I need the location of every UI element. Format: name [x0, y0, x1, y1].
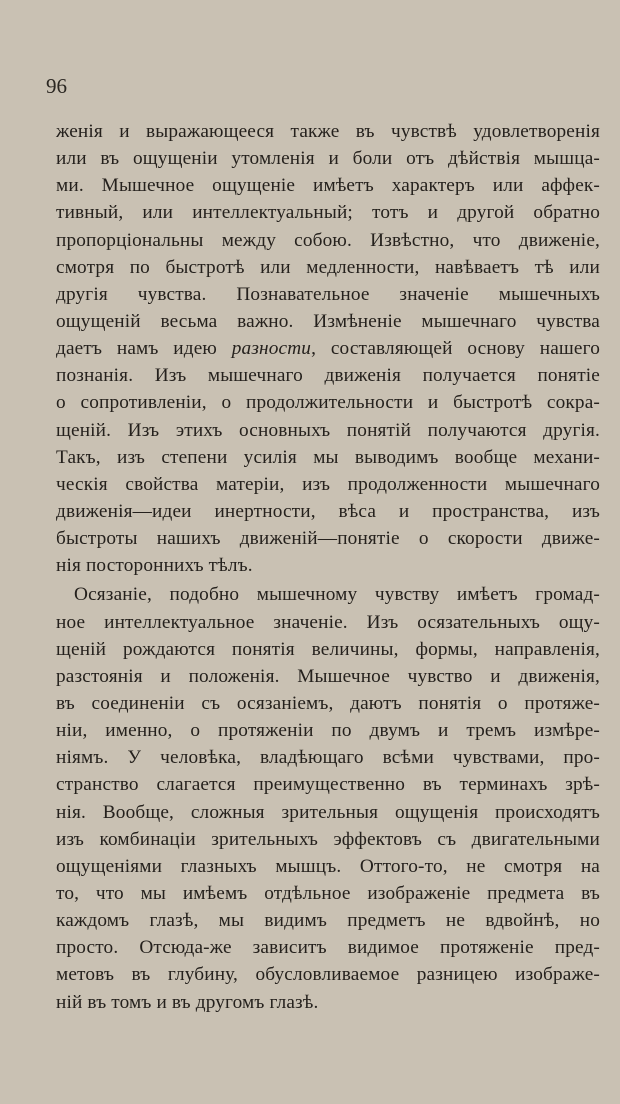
- text-line: женія и выражающееся также въ чувствѣ удовлетворенія: [56, 121, 600, 142]
- page-number: 96: [46, 74, 67, 98]
- text-line: просто. Отсюда-же зависитъ видимое протяженіе пред-: [56, 937, 600, 959]
- text-line: щеній. Изъ этихъ основныхъ понятій получаются другія.: [56, 419, 600, 441]
- text-line: движенія—идеи инертности, вѣса и пространства, изъ: [56, 500, 600, 522]
- text-line: ми. Мышечное ощущеніе имѣетъ характеръ или аффек-: [56, 175, 600, 197]
- text-line: изъ комбинаціи зрительныхъ эффектовъ съ двигательными: [56, 828, 600, 850]
- body-text: [56, 118, 600, 1016]
- text-line: каждомъ глазѣ, мы видимъ предметъ не вдвойнѣ, но: [56, 910, 600, 932]
- text-fragment: , составляющей основу нашего: [311, 338, 600, 360]
- italic-term: разности: [231, 338, 312, 360]
- text-line: [56, 335, 600, 362]
- text-line: нія. Вообще, сложныя зрительныя ощущенія происходятъ: [56, 801, 600, 823]
- text-line: нія постороннихъ тѣлъ.: [56, 555, 253, 577]
- text-line: тивный, или интеллектуальный; тотъ и другой обратно: [56, 202, 600, 224]
- text-line: странство слагается преимущественно въ терминахъ зрѣ-: [56, 774, 600, 796]
- text-line: то, что мы имѣемъ отдѣльное изображеніе предмета въ: [56, 882, 600, 904]
- text-line: разстоянія и положенія. Мышечное чувство и движенія,: [56, 665, 600, 687]
- text-line: Осязаніе, подобно мышечному чувству имѣетъ громад-: [74, 584, 600, 606]
- text-line: ощущеній весьма важно. Измѣненіе мышечнаго чувства: [56, 310, 600, 332]
- text-line: ній въ томъ и въ другомъ глазѣ.: [56, 991, 319, 1013]
- text-line: познанія. Изъ мышечнаго движенія получается понятіе: [56, 365, 600, 387]
- text-line: другія чувства. Познавательное значеніе мышечныхъ: [56, 283, 600, 305]
- text-line: ное интеллектуальное значеніе. Изъ осязательныхъ ощу-: [56, 611, 600, 633]
- text-fragment: даетъ намъ идею: [56, 338, 232, 360]
- text-line: ніи, именно, о протяженіи по двумъ и тремъ измѣре-: [56, 720, 600, 742]
- text-line: ощущеніями глазныхъ мышцъ. Оттого-то, не смотря на: [56, 855, 600, 877]
- text-line: смотря по быстротѣ или медленности, навѣваетъ тѣ или: [56, 256, 600, 278]
- text-line: въ соединеніи съ осязаніемъ, даютъ понятія о протяже-: [56, 692, 600, 714]
- text-line: пропорціональны между собою. Извѣстно, что движеніе,: [56, 229, 600, 251]
- text-line: метовъ въ глубину, обусловливаемое разницею изображе-: [56, 964, 600, 986]
- text-line: Такъ, изъ степени усилія мы выводимъ вообще механи-: [56, 446, 600, 468]
- text-line: быстроты нашихъ движеній—понятіе о скорости движе-: [56, 528, 600, 550]
- text-line: ческія свойства матеріи, изъ продолженности мышечнаго: [56, 473, 600, 495]
- text-line: щеній рождаются понятія величины, формы, направленія,: [56, 638, 600, 660]
- text-line: ніямъ. У человѣка, владѣющаго всѣми чувствами, про-: [56, 747, 600, 769]
- text-line: о сопротивленіи, о продолжительности и быстротѣ сокра-: [56, 392, 600, 414]
- text-line: или въ ощущеніи утомленія и боли отъ дѣйствія мышца-: [56, 148, 600, 170]
